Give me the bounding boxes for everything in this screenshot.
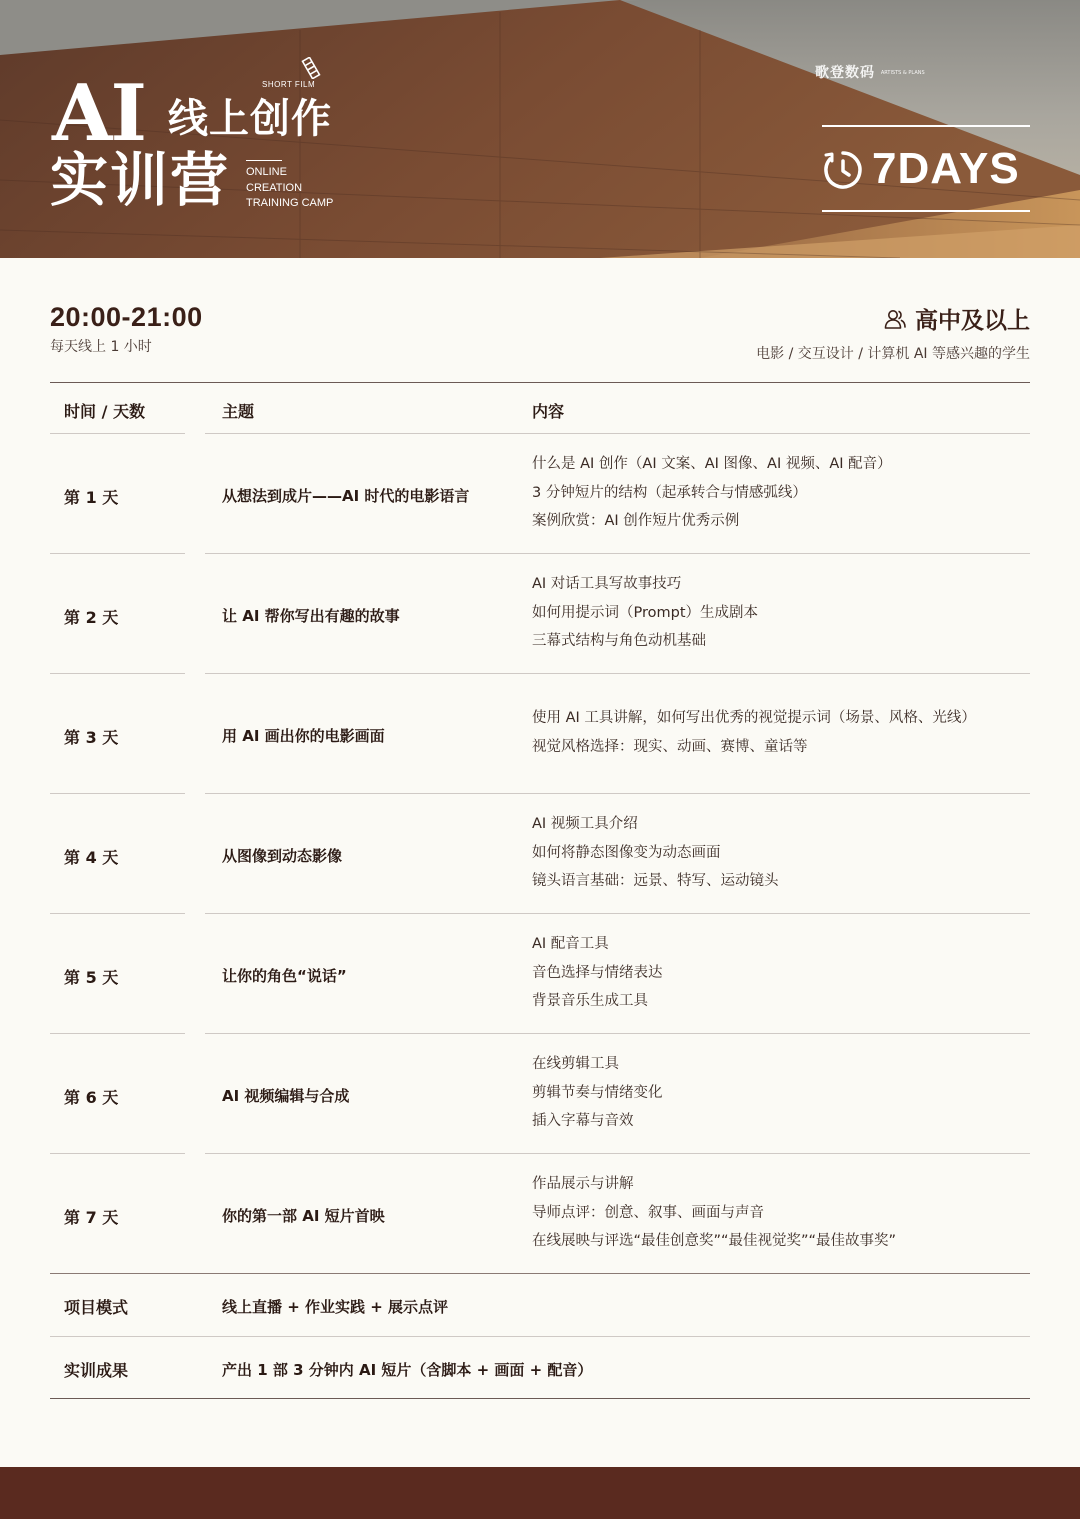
logo-title-line1: 线上创作	[168, 95, 332, 142]
day-label: 第 2 天	[64, 608, 119, 627]
course-logo	[50, 55, 370, 225]
class-time-note: 每天线上 1 小时	[50, 339, 152, 355]
content-line: 如何将静态图像变为动态画面	[532, 844, 721, 861]
table-row	[0, 1033, 1080, 1153]
day-label: 第 3 天	[64, 728, 119, 747]
content-line: 视觉风格选择：现实、动画、赛博、童话等	[532, 738, 808, 755]
outcome-value: 产出 1 部 3 分钟内 AI 短片（含脚本 + 画面 + 配音）	[222, 1361, 593, 1379]
table-header-content: 内容	[532, 402, 565, 421]
day-topic: 从图像到动态影像	[222, 847, 343, 865]
audience-info	[756, 302, 1030, 363]
table-row	[0, 793, 1080, 913]
audience-level-text: 高中及以上	[915, 308, 1030, 334]
header-banner	[0, 0, 1080, 258]
content-line: 在线展映与评选“最佳创意奖”“最佳视觉奖”“最佳故事奖”	[532, 1233, 897, 1249]
content-line: 3 分钟短片的结构（起承转合与情感弧线）	[532, 484, 807, 501]
partner-subtitle: ARTISTS & PLANS	[880, 70, 925, 76]
days-count: 7DAYS	[872, 144, 1020, 193]
day-content	[532, 704, 976, 761]
content-line: 什么是 AI 创作（AI 文案、AI 图像、AI 视频、AI 配音）	[532, 456, 892, 472]
logo-english-subtitle	[246, 165, 333, 212]
footer-band	[0, 1467, 1080, 1519]
day-topic: 让 AI 帮你写出有趣的故事	[222, 607, 400, 625]
table-header-topic: 主题	[222, 402, 255, 421]
table-row	[0, 433, 1080, 553]
partner-logo	[815, 62, 1030, 90]
day-label: 第 6 天	[64, 1088, 119, 1107]
table-row	[0, 913, 1080, 1033]
content-line: 如何用提示词（Prompt）生成剧本	[532, 604, 759, 621]
content-line: 使用 AI 工具讲解，如何写出优秀的视觉提示词（场景、风格、光线）	[532, 710, 976, 726]
content-line: 镜头语言基础：远景、特写、运动镜头	[532, 873, 779, 889]
table-rule	[50, 1336, 1030, 1337]
content-line: 案例欣赏：AI 创作短片优秀示例	[532, 513, 740, 529]
day-label: 第 1 天	[64, 488, 119, 507]
day-topic: 你的第一部 AI 短片首映	[222, 1207, 385, 1225]
audience-description: 电影 / 交互设计 / 计算机 AI 等感兴趣的学生	[756, 346, 1030, 362]
table-rule	[50, 1273, 1030, 1274]
table-bottom-rule	[50, 1398, 1030, 1399]
table-row	[0, 673, 1080, 793]
logo-short-film: SHORT FILM	[262, 80, 316, 89]
table-row	[0, 1153, 1080, 1273]
film-strip-icon	[300, 57, 322, 79]
logo-en-line: ONLINE	[246, 166, 287, 178]
outcome-label: 实训成果	[64, 1361, 129, 1380]
partner-name: 歌登数码	[815, 65, 875, 81]
day-content	[532, 930, 663, 1016]
day-label: 第 5 天	[64, 968, 119, 987]
day-content	[532, 570, 758, 656]
content-line: AI 配音工具	[532, 936, 609, 952]
day-topic: 用 AI 画出你的电影画面	[222, 727, 385, 745]
content-line: AI 视频工具介绍	[532, 816, 638, 832]
content-line: 背景音乐生成工具	[532, 993, 648, 1009]
logo-divider	[246, 160, 282, 161]
day-label: 第 7 天	[64, 1208, 119, 1227]
content-line: 剪辑节奏与情绪变化	[532, 1084, 663, 1101]
project-mode-label: 项目模式	[64, 1298, 129, 1317]
content-line: 在线剪辑工具	[532, 1056, 619, 1072]
class-time: 20:00-21:00	[50, 302, 203, 332]
day-content	[532, 810, 779, 896]
day-content	[532, 450, 892, 536]
table-row	[0, 553, 1080, 673]
logo-ai-text: AI	[52, 68, 146, 159]
day-label: 第 4 天	[64, 848, 119, 867]
content-line: 音色选择与情绪表达	[532, 964, 663, 981]
day-content	[532, 1050, 663, 1136]
logo-en-line: CREATION	[246, 181, 303, 194]
logo-en-line: TRAINING CAMP	[246, 197, 334, 209]
content-line: 作品展示与讲解	[532, 1176, 634, 1192]
day-topic: 让你的角色“说话”	[222, 967, 347, 985]
day-content	[532, 1170, 896, 1256]
project-mode-value: 线上直播 + 作业实践 + 展示点评	[222, 1298, 449, 1316]
audience-level	[883, 302, 1030, 335]
content-line: AI 对话工具写故事技巧	[532, 576, 682, 592]
content-line: 导师点评：创意、叙事、画面与声音	[532, 1204, 764, 1221]
clock-icon	[822, 149, 864, 191]
content-line: 三幕式结构与角色动机基础	[532, 633, 706, 649]
users-icon	[883, 307, 907, 331]
table-header-day: 时间 / 天数	[64, 402, 145, 421]
table-top-rule	[50, 382, 1030, 383]
day-topic: AI 视频编辑与合成	[222, 1087, 350, 1105]
content-line: 插入字幕与音效	[532, 1113, 634, 1129]
day-topic: 从想法到成片——AI 时代的电影语言	[222, 487, 470, 505]
duration-badge	[822, 125, 1030, 212]
logo-title-line2: 实训营	[50, 146, 231, 214]
